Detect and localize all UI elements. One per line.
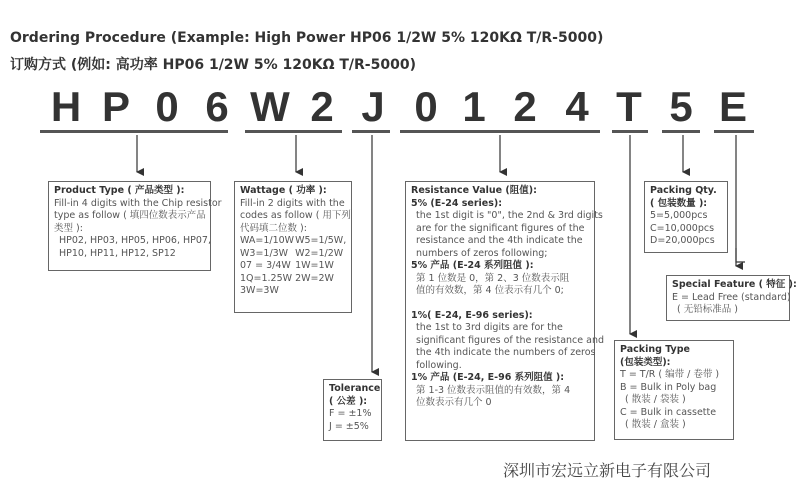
packing-type-item: ( 散装 / 袋装 ) bbox=[625, 394, 686, 405]
product-type-box bbox=[48, 181, 222, 271]
packing-type-title: Packing Type bbox=[620, 344, 690, 355]
resistance-e24-cn-title: 5% 产品 (E-24 系列阻值 ): bbox=[411, 260, 534, 271]
wattage-code: 3W=3W bbox=[240, 285, 279, 296]
code-char-4: 4 bbox=[565, 83, 589, 130]
code-char-p: P bbox=[101, 83, 130, 130]
product-type-desc-line: 类型 ): bbox=[54, 222, 83, 234]
resistance-e96-cn-line: 位数表示有几个 0 bbox=[416, 397, 492, 408]
code-char-2b: 2 bbox=[513, 83, 537, 130]
product-type-values-line: HP10, HP11, HP12, SP12 bbox=[59, 247, 176, 259]
resistance-value-box bbox=[405, 181, 605, 441]
wattage-desc-line: codes as follow ( 用下列 bbox=[240, 210, 351, 221]
code-char-h: H bbox=[50, 83, 82, 130]
packing-qty-title: Packing Qty. bbox=[650, 185, 717, 196]
resistance-e96-title: 1%( E-24, E-96 series): bbox=[411, 309, 533, 321]
product-type-title: Product Type ( 产品类型 ): bbox=[54, 185, 185, 196]
code-char-6: 6 bbox=[205, 83, 229, 130]
special-feature-item: ( 无铅标准品 ) bbox=[677, 304, 738, 315]
resistance-e96-line: the 1st to 3rd digits are for the bbox=[416, 322, 563, 333]
title-chinese: 订购方式 (例如: 高功率 HP06 1/2W 5% 120KΩ T/R-5000) bbox=[10, 57, 416, 73]
code-char-0b: 0 bbox=[414, 83, 438, 130]
packing-type-box bbox=[614, 340, 734, 440]
packing-qty-item: C=10,000pcs bbox=[650, 222, 715, 234]
wattage-desc-line: 代码填二位数 ): bbox=[240, 222, 307, 234]
wattage-code: WA=1/10W bbox=[240, 235, 295, 246]
resistance-e24-cn-line: 值的有效数，第 4 位表示有几个 0; bbox=[416, 285, 564, 296]
wattage-desc-line: Fill-in 2 digits with the bbox=[240, 197, 345, 209]
packing-type-item: T = T/R ( 编带 / 卷带 ) bbox=[620, 369, 720, 380]
spacer bbox=[411, 298, 589, 310]
wattage-box bbox=[234, 181, 352, 313]
tolerance-box bbox=[323, 379, 382, 441]
resistance-e96-line: following. bbox=[416, 359, 462, 371]
code-char-2: 2 bbox=[310, 83, 334, 130]
company-watermark: 深圳市宏远立新电子有限公司 bbox=[503, 461, 712, 480]
resistance-e24-line: are for the significant figures of the bbox=[416, 222, 585, 234]
wattage-code: 1W=1W bbox=[295, 260, 334, 271]
special-feature-box bbox=[666, 275, 797, 321]
special-feature-title: Special Feature ( 特征 ): bbox=[672, 279, 797, 290]
tolerance-item: F = ±1% bbox=[329, 408, 372, 419]
code-char-j: J bbox=[361, 83, 385, 130]
wattage-code: 1Q=1.25W bbox=[240, 272, 293, 284]
packing-qty-item: 5=5,000pcs bbox=[650, 210, 708, 221]
code-char-t: T bbox=[616, 83, 642, 130]
wattage-title: Wattage ( 功率 ): bbox=[240, 185, 327, 196]
packing-type-subtitle: (包装类型): bbox=[620, 356, 671, 368]
wattage-code: W2=1/2W bbox=[295, 247, 344, 259]
wattage-codes bbox=[240, 235, 346, 298]
resistance-title: Resistance Value (阻值): bbox=[411, 185, 537, 196]
resistance-e24-title: 5% (E-24 series): bbox=[411, 197, 503, 209]
code-char-1: 1 bbox=[462, 83, 486, 130]
resistance-e24-cn-line: 第 1 位数是 0，第 2、3 位数表示阻 bbox=[416, 272, 570, 284]
code-char-5: 5 bbox=[669, 83, 693, 130]
wattage-code: 2W=2W bbox=[295, 272, 334, 284]
resistance-e24-line: the 1st digit is "0", the 2nd & 3rd digits bbox=[416, 210, 603, 221]
packing-qty-subtitle: ( 包装数量 ): bbox=[650, 197, 708, 209]
resistance-e96-cn-title: 1% 产品 (E-24, E-96 系列阻值 ): bbox=[411, 372, 565, 383]
product-type-values-line: HP02, HP03, HP05, HP06, HP07, bbox=[59, 235, 211, 246]
code-char-0: 0 bbox=[155, 83, 179, 130]
product-type-desc-line: type as follow ( 填四位数表示产品 bbox=[54, 210, 206, 221]
resistance-e96-line: significant figures of the resistance and bbox=[416, 334, 605, 346]
packing-type-item: C = Bulk in cassette bbox=[620, 406, 717, 418]
arrow-special-feature bbox=[736, 135, 745, 262]
code-char-w: W bbox=[250, 83, 290, 130]
tolerance-subtitle: ( 公差 ): bbox=[329, 395, 368, 407]
wattage-code: W5=1/5W, bbox=[295, 235, 347, 246]
code-char-e: E bbox=[718, 83, 747, 130]
resistance-e96-cn-line: 第 1-3 位数表示阻值的有效数，第 4 bbox=[416, 384, 571, 396]
product-type-desc-line: Fill-in 4 digits with the Chip resistor bbox=[54, 197, 222, 209]
wattage-code bbox=[295, 285, 346, 298]
resistance-e24-line: numbers of zeros following; bbox=[416, 247, 548, 259]
tolerance-item: J = ±5% bbox=[329, 420, 369, 432]
packing-qty-item: D=20,000pcs bbox=[650, 235, 715, 246]
packing-type-item: B = Bulk in Poly bag bbox=[620, 381, 717, 393]
resistance-e96-line: the 4th indicate the numbers of zeros bbox=[416, 347, 596, 358]
title-english: Ordering Procedure (Example: High Power HP06 1/2W 5% 120KΩ T/R-5000) bbox=[10, 30, 604, 46]
tolerance-title: Tolerance bbox=[329, 383, 381, 394]
packing-type-item: ( 散装 / 盒装 ) bbox=[625, 419, 686, 430]
packing-qty-box bbox=[644, 181, 728, 253]
wattage-code: W3=1/3W bbox=[240, 247, 289, 259]
resistance-e24-line: resistance and the 4th indicate the bbox=[416, 235, 583, 246]
wattage-code: 07 = 3/4W bbox=[240, 260, 291, 271]
special-feature-item: E = Lead Free (standard) bbox=[672, 291, 791, 303]
